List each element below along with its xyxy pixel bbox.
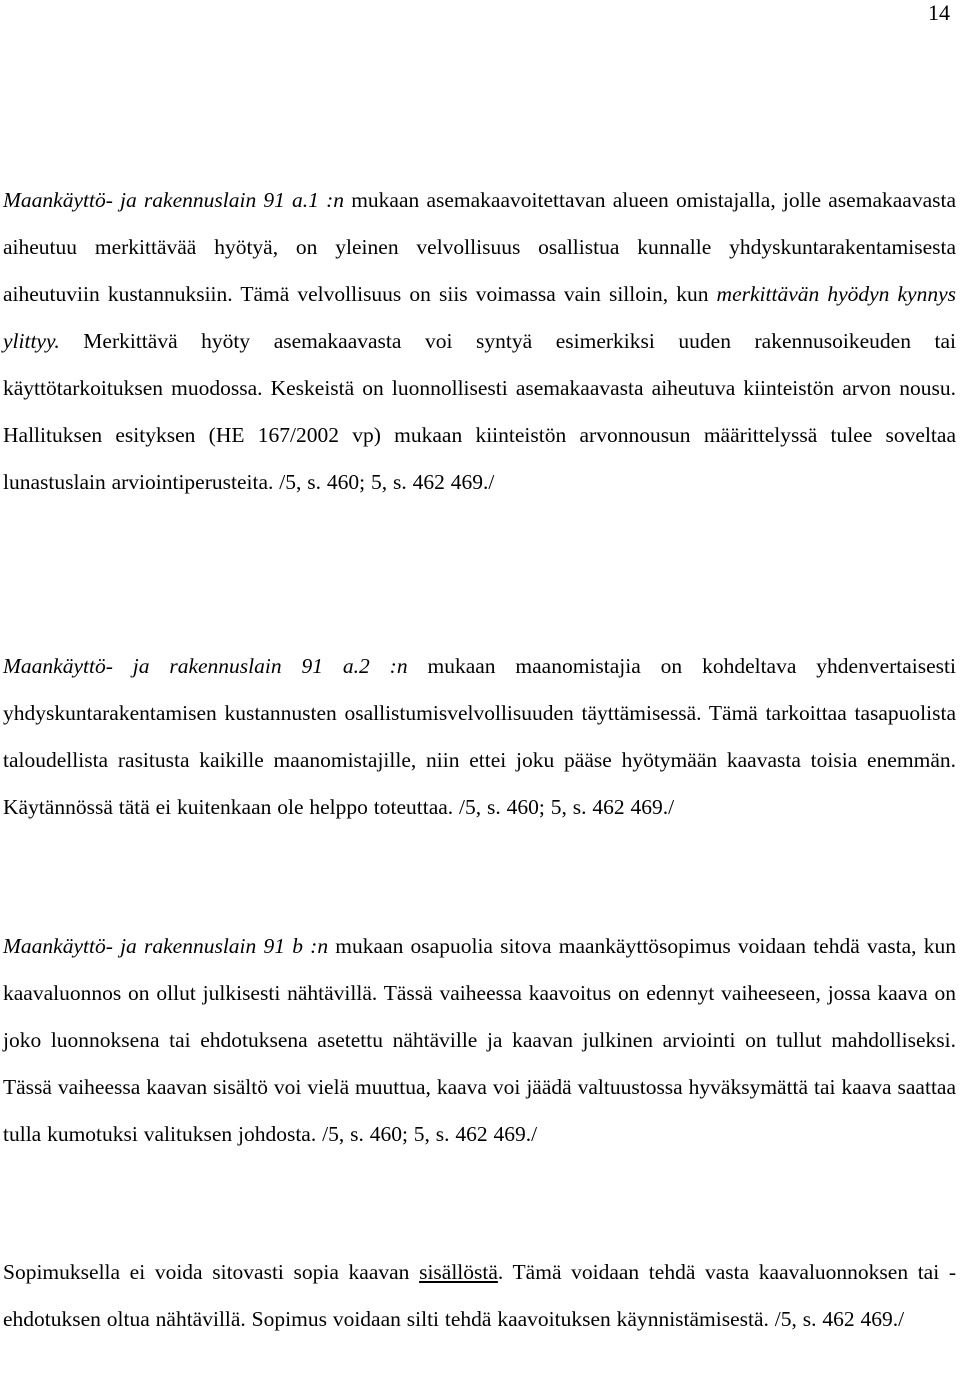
law-reference: Maankäyttö- ja rakennuslain 91 a.2 :n [3, 654, 408, 678]
paragraph-text: mukaan asemakaavoitettavan alueen omistajalla, jolle asemakaavasta aiheutuu merkittävää hyötyä, on yleinen velvollisuus osallistua kunnalle yhdyskuntarakentamisesta aiheutuviin kustannuksiin. Tämä velvollisuus on siis voimassa vain silloin, kun [3, 188, 956, 306]
paragraph-91b [3, 923, 956, 1158]
paragraph-91a1 [3, 177, 956, 506]
paragraph-text: Merkittävä hyöty asemakaavasta voi syntyä esimerkiksi uuden rakennusoikeuden tai käyttötarkoituksen muodossa. Keskeistä on luonnollisesti asemakaavasta aiheutuva kiinteistön arvon nousu. Hallituksen esityksen (HE 167/2002 vp) mukaan kiinteistön arvonnousun määrittelyssä tulee soveltaa lunastuslain arviointiperusteita. /5, s. 460; 5, s. 462 469./ [3, 329, 956, 494]
page-number: 14 [928, 0, 950, 25]
law-reference: Maankäyttö- ja rakennuslain 91 b :n [3, 934, 329, 958]
emphasis-text: merkittävän hyödyn kynnys ylittyy. [3, 282, 957, 353]
law-reference: Maankäyttö- ja rakennuslain 91 a.1 :n [3, 188, 345, 212]
underlined-word: sisällöstä [419, 1260, 498, 1284]
paragraph-text: mukaan osapuolia sitova maankäyttösopimus voidaan tehdä vasta, kun kaavaluonnos on ollut julkisesti nähtävillä. Tässä vaiheessa kaavoitus on edennyt vaiheeseen, jossa kaava on joko luonnoksena tai ehdotuksena asetettu nähtäville ja kaavan julkinen arviointi on tullut mahdolliseksi. Tässä vaiheessa kaavan sisältö voi vielä muuttua, kaava voi jäädä valtuustossa hyväksymättä tai kaava saattaa tulla kumotuksi valituksen johdosta. /5, s. 460; 5, s. 462 469./ [3, 934, 956, 1146]
paragraph-text: . Tämä voidaan tehdä vasta kaavaluonnoksen tai -ehdotuksen oltua nähtävillä. Sopimus voidaan silti tehdä kaavoituksen käynnistämisestä. /5, s. 462 469./ [3, 1260, 956, 1331]
paragraph-text: mukaan maanomistajia on kohdeltava yhdenvertaisesti yhdyskuntarakentamisen kustannusten osallistumisvelvollisuuden täyttämisessä. Tämä tarkoittaa tasapuolista taloudellista rasitusta kaikille maanomistajille, niin ettei joku pääse hyötymään kaavasta toisia enemmän. Käytännössä tätä ei kuitenkaan ole helppo toteuttaa. /5, s. 460; 5, s. 462 469./ [3, 654, 956, 819]
paragraph-91a2 [3, 643, 956, 831]
paragraph-text: Sopimuksella ei voida sitovasti sopia kaavan [3, 1260, 420, 1284]
paragraph-sopimus [3, 1249, 956, 1343]
